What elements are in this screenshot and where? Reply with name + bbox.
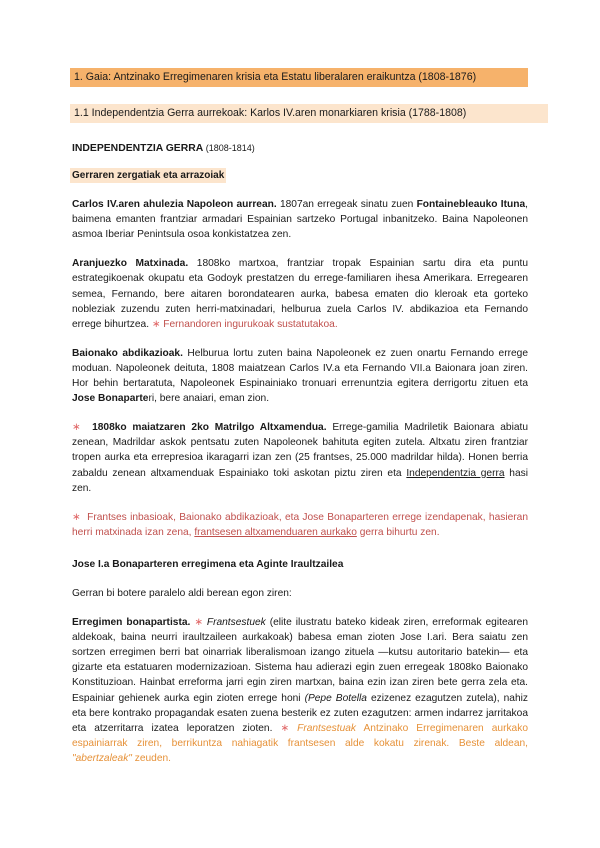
war-heading-years: (1808-1814) (205, 143, 255, 153)
chapter-title (70, 68, 528, 87)
regime-heading: Jose I.a Bonaparteren erregimena eta Aginte Iraultzailea (72, 558, 344, 570)
paragraph-bonapartist: Erregimen bonapartista. ∗ Frantsestuek (elite ilustratu bateko kideak ziren, erreformak egitearen aldekoak, baina neurri iraultzaileen aurkakoak) babesa eman zioten Jose I.ari. Bera saiatu zen sortzen erregimen berri bat oinarriak liberalismoan izango zituela —kutsu autoritario batekin— eta gizarte eta estatuaren modernizazioan. Sistema hau adierazi egin zuen erregeak 1808ko Baionako Konstituzioan. Hainbat erreforma jarri egin ziren martxan, baina ezin izan ziren bete gerra zela eta. Espainiar gehienek aurka egin zioten errege honi (Pepe Botella ezizenez ezagutzen zutela), nahiz eta bere kontrako propagandak esaten zuena besterik ez zuten ezagutzen: armen indarrez jarritakoa eta atzerritarra izatea leporatzen zioten. ∗ Frantsestuak Antzinako Erregimenaren aurkako espainiarrak ziren, berrikuntza nahiagatik frantsesen alde kokatu zirenak. Beste aldean, "abertzaleak" zeuden. (72, 617, 529, 764)
paragraph-lead: Baionako abdikazioak. (72, 347, 183, 359)
document-body (72, 68, 528, 766)
section-title-text: 1.1 Independentzia Gerra aurrekoak: Karlos IV.aren monarkiaren krisia (74, 106, 406, 119)
paragraph-lead: Carlos IV.aren ahulezia Napoleon aurrean. (72, 199, 277, 211)
asterisk-icon: ∗ (194, 617, 203, 629)
paragraph-carlos: Carlos IV.aren ahulezia Napoleon aurrean. 1807an erregeak sinatu zuen Fontainebleauko Ituna, baimena emanten frantziar armadari Espainian sartzeko Portugal inbanitzeko. Baina Napoleonen asmoa Iberiar Penintsula osoa konkistatzea zen. (72, 199, 528, 241)
person-name: Jose Bonaparte (72, 393, 149, 405)
war-heading (72, 141, 528, 156)
causes-subheading: Gerraren zergatiak eta arrazoiak (70, 168, 226, 183)
highlight-note: Fernandoren ingurukoak sustatutakoa. (163, 318, 338, 330)
paragraph-summary: ∗ Frantses inbasioak, Baionako abdikazioak, eta Jose Bonaparteren errege izendapenak, hasieran herri matxinada izan zena, frantsesen altxamenduaren aurkako gerra bihurtu zen. (72, 511, 528, 538)
chapter-title-years: (1808-1876) (418, 70, 477, 83)
section-title (70, 104, 548, 123)
underlined-term: frantsesen altxamenduaren aurkako (194, 526, 357, 538)
asterisk-icon: ∗ (151, 318, 161, 330)
war-heading-text: INDEPENDENTZIA GERRA (72, 143, 203, 154)
paragraph-lead: 1808ko maiatzaren 2ko Matrilgo Altxamendua. (92, 422, 327, 434)
section-title-years: (1788-1808) (408, 106, 467, 119)
paragraph-madrid: ∗ 1808ko maiatzaren 2ko Matrilgo Altxamendua. Errege-gamilia Madriletik Baionara abiatu zenean, Madrildar askok pentsatu zuten Napoleonek bahituta egiten zutela. Altxatu ziren frantziar tropen aurka eta errepresioa ikaragarri izan zen (25 frantses, 25.000 madrildar hilda). Honen berria zabaldu zenean altxamenduak Espainiako toki askotan piztu ziren eta Independentzia gerra hasi zen. (72, 422, 528, 494)
chapter-title-text: 1. Gaia: Antzinako Erregimenaren krisia eta Estatu liberalaren eraikuntza (74, 70, 416, 83)
treaty-name: Fontainebleauko Ituna (416, 199, 526, 211)
paragraph-baiona: Baionako abdikazioak. Helburua lortu zuten baina Napoleonek ez zuen onartu Fernando errege moduan. Napoleonek deituta, 1808 maiatzean Carlos IV.a eta Fernando VII.a Baionara joan ziren. Hor behin bertaratuta, Napoleonek Espinainiako tronuari errenuntzia egitera derrigortu zituen eta Jose Bonaparteri, bere anaiari, eman zion. (72, 347, 528, 405)
paragraph-two-powers: Gerran bi botere paralelo aldi berean egon ziren: (72, 587, 292, 599)
paragraph-lead: Aranjuezko Matxinada. (72, 258, 189, 270)
asterisk-icon: ∗ (72, 422, 81, 434)
paragraph-lead: Erregimen bonapartista. (72, 617, 191, 629)
asterisk-icon: ∗ (72, 511, 81, 523)
underlined-term: Independentzia gerra (406, 467, 505, 479)
asterisk-icon: ∗ (280, 722, 290, 734)
paragraph-aranjuez: Aranjuezko Matxinada. 1808ko martxoa, frantziar tropak Espainian sartu dira eta puntu estrategikoenak okupatu eta Godoyk prestatzen du errege-familiaren ihesa Amerikara. Erregearen semea, Fernando, bere aitaren borondatearen aurka, babesa ematen dio kleroak eta gorteko nobleziak zuzendu zuten herri-matxinadari, helburua zuela Carlos IV. abdikazioa eta Fernando errege bihurtzea. ∗ Fernandoren ingurukoak sustatutakoa. (72, 258, 528, 330)
